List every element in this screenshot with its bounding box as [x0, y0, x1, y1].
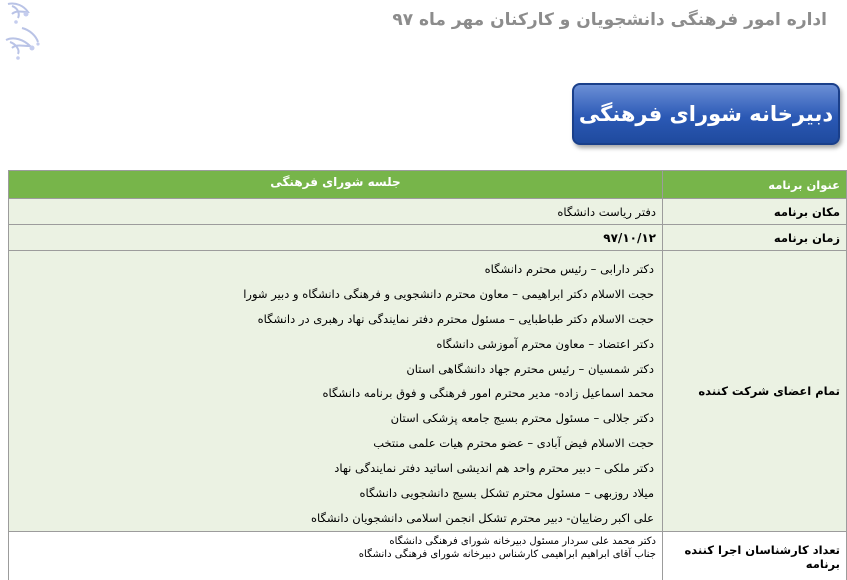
member-item: دکتر شمسیان – رئیس محترم جهاد دانشگاهی استان: [406, 361, 654, 376]
table-row-members: [9, 251, 847, 532]
place-value: دفتر ریاست دانشگاه: [9, 199, 663, 225]
table-row-place: [9, 199, 847, 225]
staff-label: تعداد کارشناسان اجرا کننده برنامه: [663, 531, 847, 580]
title-label: عنوان برنامه: [663, 171, 847, 199]
program-table: [8, 170, 847, 580]
time-label: زمان برنامه: [663, 225, 847, 251]
secretariat-banner: دبیرخانه شورای فرهنگی: [572, 83, 840, 145]
members-list: [9, 251, 663, 532]
staff-item: دکتر محمد علی سردار مسئول دبیرخانه شورای فرهنگی دانشگاه: [389, 535, 656, 547]
table-row-title: [9, 171, 847, 199]
table-row-time: [9, 225, 847, 251]
member-item: دکتر ملکی – دبیر محترم واحد هم اندیشی اساتید دفتر نمایندگی نهاد: [334, 461, 654, 476]
member-item: محمد اسماعیل زاده- مدیر محترم امور فرهنگی و فوق برنامه دانشگاه: [322, 386, 654, 401]
member-item: دکتر اعتضاد – معاون محترم آموزشی دانشگاه: [436, 336, 654, 351]
member-item: حجت الاسلام دکتر طباطبایی – مسئول محترم دفتر نمایندگی نهاد رهبری در دانشگاه: [257, 311, 654, 326]
time-value: ۹۷/۱۰/۱۲: [9, 225, 663, 251]
place-label: مکان برنامه: [663, 199, 847, 225]
table-row-staff: [9, 531, 847, 580]
floral-ornament-icon: [2, 0, 48, 66]
members-label: تمام اعضای شرکت کننده: [663, 251, 847, 532]
member-item: حجت الاسلام دکتر ابراهیمی – معاون محترم دانشجویی و فرهنگی دانشگاه و دبیر شورا: [243, 286, 654, 301]
page-header-title: اداره امور فرهنگی دانشجویان و کارکنان مهر ماه ۹۷: [392, 10, 827, 30]
staff-list: [9, 531, 663, 580]
member-item: دکتر جلالی – مسئول محترم بسیج جامعه پزشکی استان: [390, 411, 654, 426]
member-item: حجت الاسلام فیض آبادی – عضو محترم هیات علمی منتخب: [373, 436, 654, 451]
member-item: میلاد روزبهی – مسئول محترم تشکل بسیج دانشجویی دانشگاه: [359, 486, 654, 501]
title-value: جلسه شورای فرهنگی: [9, 171, 663, 199]
staff-item: جناب آقای ابراهیم ابراهیمی کارشناس دبیرخانه شورای فرهنگی دانشگاه: [358, 548, 656, 560]
member-item: دکتر دارابی – رئیس محترم دانشگاه: [484, 262, 654, 276]
member-item: علی اکبر رضاییان- دبیر محترم تشکل انجمن اسلامی دانشجویان دانشگاه: [310, 510, 654, 525]
